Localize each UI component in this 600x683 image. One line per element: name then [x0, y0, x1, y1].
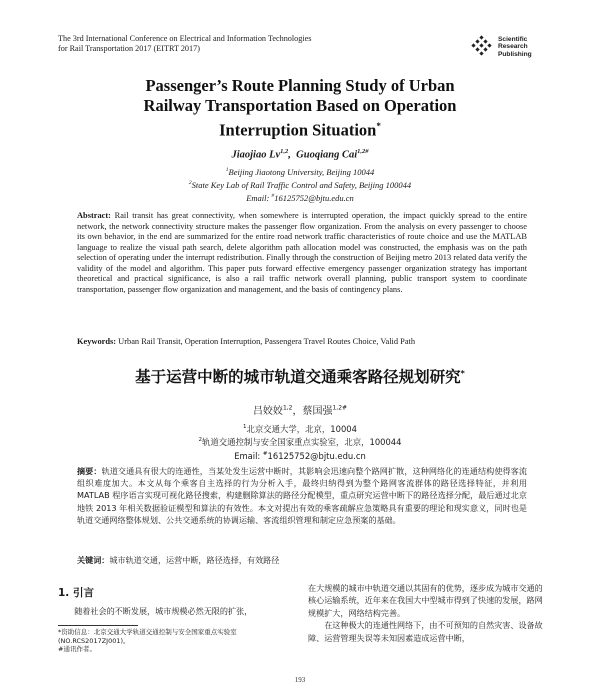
- keywords-zh-text: 城市轨道交通，运营中断，路径选择，有效路径: [109, 555, 280, 565]
- affiliation-1: [100, 165, 500, 178]
- footnote-corresponding: #通讯作者。: [58, 645, 96, 654]
- affiliation-2-sup: 2: [188, 179, 192, 186]
- affiliation-zh-1-sup: 1: [243, 424, 247, 430]
- title-zh-text: 基于运营中断的城市轨道交通乘客路径规划研究: [135, 368, 461, 386]
- author-zh-1: 吕姣姣: [252, 406, 283, 417]
- intro-right-paragraph-1: 在大规模的城市中轨道交通以其固有的优势，逐步成为城市交通的核心运输系统，近年来在我国大中型城市得到了快速的发展，路网规模扩大，网络结构完善。: [308, 583, 543, 618]
- author-zh-2: 蔡国强: [302, 406, 333, 417]
- affiliation-zh-1: [100, 422, 500, 435]
- intro-right-column: [308, 582, 548, 644]
- title-line-1: Passenger’s Route Planning Study of Urban: [145, 76, 455, 95]
- email-zh-sup: #: [262, 450, 268, 457]
- author-1: Jiaojiao Lv: [231, 149, 281, 161]
- authors-english: [100, 148, 500, 161]
- affiliation-zh-2: [100, 435, 500, 448]
- authors-chinese: [100, 402, 500, 417]
- conference-header: [58, 34, 548, 64]
- email-sup: #: [271, 192, 275, 199]
- keywords-english: [77, 337, 527, 348]
- email-zh-address[interactable]: 16125752@bjtu.edu.cn: [267, 450, 366, 461]
- intro-left-paragraph: 随着社会的不断发展，城市规模必然无限的扩张，: [74, 606, 253, 616]
- email-zh-line: [100, 449, 500, 462]
- scirp-logo-icon: [470, 35, 494, 59]
- affiliations-english: [100, 165, 500, 203]
- publisher-line-1: Scientific: [498, 36, 528, 43]
- affiliation-1-sup: 1: [225, 167, 229, 173]
- affiliation-2: [100, 178, 500, 191]
- author-2-sup: 1,2#: [357, 148, 369, 155]
- footnote-funding: *资助信息：北京交通大学轨道交通控制与安全国家重点实验室(NO.RCS2017ZJ001)。: [58, 628, 237, 645]
- affiliations-chinese: [100, 422, 500, 462]
- keywords-chinese: [77, 555, 527, 566]
- author-1-sup: 1,2: [280, 148, 289, 155]
- affiliation-zh-2-sup: 2: [198, 437, 202, 444]
- paper-title-chinese: [60, 365, 540, 387]
- abstract-chinese: [77, 465, 527, 526]
- keywords-text: Urban Rail Transit, Operation Interruption, Passengera Travel Routes Choice, Valid Path: [116, 337, 416, 346]
- conference-line-1: The 3rd International Conference on Electrical and Information Technologies: [58, 34, 312, 43]
- footnote-divider: [58, 625, 138, 626]
- title-line-3: [80, 116, 520, 141]
- email-address[interactable]: 16125752@bjtu.edu.cn: [274, 192, 354, 203]
- author-separator: ,: [288, 149, 297, 161]
- footnotes: [58, 628, 290, 654]
- conference-line-2: for Rail Transportation 2017 (EITRT 2017): [58, 44, 200, 53]
- title-line-3-text: Interruption Situation: [219, 120, 377, 140]
- email-label: Email:: [246, 192, 272, 203]
- author-2: Guoqiang Cai: [296, 149, 358, 161]
- publisher-logo: [470, 34, 548, 60]
- publisher-line-2: Research: [498, 43, 528, 51]
- abstract-label: Abstract:: [77, 211, 111, 220]
- affiliation-2-text: State Key Lab of Rail Traffic Control and Safety, Beijing 100044: [191, 179, 412, 190]
- paper-title-english: [80, 76, 520, 141]
- title-zh-mark: *: [460, 368, 465, 378]
- publisher-line-3: Publishing: [498, 50, 532, 58]
- abstract-text: Rail transit has great connectivity, when somewhere is interrupted operation, the impact quickly spread to the entire network, the network connectivity structure makes the passenger flow organization. From the analysis on every passenger to choose its own behavior, in the end are summarized for the entire road network traffic characteristics of route choice and use the MATLAB language to realize the visual path search, delete algorithm path allocation model was constructed, the emphasis was on the path selection of operating under the interrupt redistribution. Finally through the construction of Beijing metro 2013 related data verify the validity of the model and algorithm. This paper puts forward effective emergency passenger organization strategy has important theoretical and practical significance, is also a rail traffic network overall planning, public transport system to coordinate transportation, passenger flow organization and management, and the basis of contingency plans.: [77, 211, 527, 294]
- abstract-english: [77, 211, 527, 295]
- affiliation-zh-1-text: 北京交通大学，北京，10004: [246, 423, 357, 434]
- author-zh-1-sup: 1,2: [282, 404, 293, 412]
- publisher-name: [498, 36, 532, 58]
- email-line: [100, 191, 500, 204]
- title-mark: *: [376, 121, 381, 131]
- section-heading-introduction: 1. 引言: [58, 587, 94, 599]
- email-zh-label: Email:: [234, 450, 263, 461]
- affiliation-zh-2-text: 轨道交通控制与安全国家重点实验室，北京，100044: [202, 437, 402, 448]
- author-zh-2-sup: 1,2#: [332, 404, 348, 412]
- title-line-2: Railway Transportation Based on Operation: [143, 96, 457, 115]
- affiliation-1-text: Beijing Jiaotong University, Beijing 10044: [228, 166, 375, 177]
- keywords-zh-label: 关键词：: [77, 555, 110, 565]
- abstract-zh-text: 轨道交通具有很大的连通性，当某处发生运营中断时，其影响会迅速向整个路网扩散，这种网络化的连通结构使得客流组织难度加大。本文从每个乘客自主选择的行为分析入手，最终归纳得到为整个路网客流群体的路径选择特征，并利用 MATLAB 程序语言实现可视化路径搜索，构建删除算法的路径分配模型，重点研究运营中断下的路径选择分配，最后通过北京地铁 2013 年相关数据验证模型和算法的有效性。本文对提出有效的乘客疏解应急策略具有重要的理论和现实意义，同时也是轨道交通网络整体规划、公共交通系统的协调运输、客流组织管理和制定应急预案的基础。: [77, 466, 527, 525]
- abstract-zh-label: 摘要：: [77, 466, 102, 476]
- keywords-label: Keywords:: [77, 337, 117, 346]
- author-zh-separator: ，: [292, 406, 303, 417]
- page-number: 193: [294, 676, 306, 683]
- intro-right-paragraph-2: 在这种极大的连通性网络下，由不可预知的自然灾害、设备故障、运营管理失误等未知因素造成运营中断，: [308, 620, 543, 643]
